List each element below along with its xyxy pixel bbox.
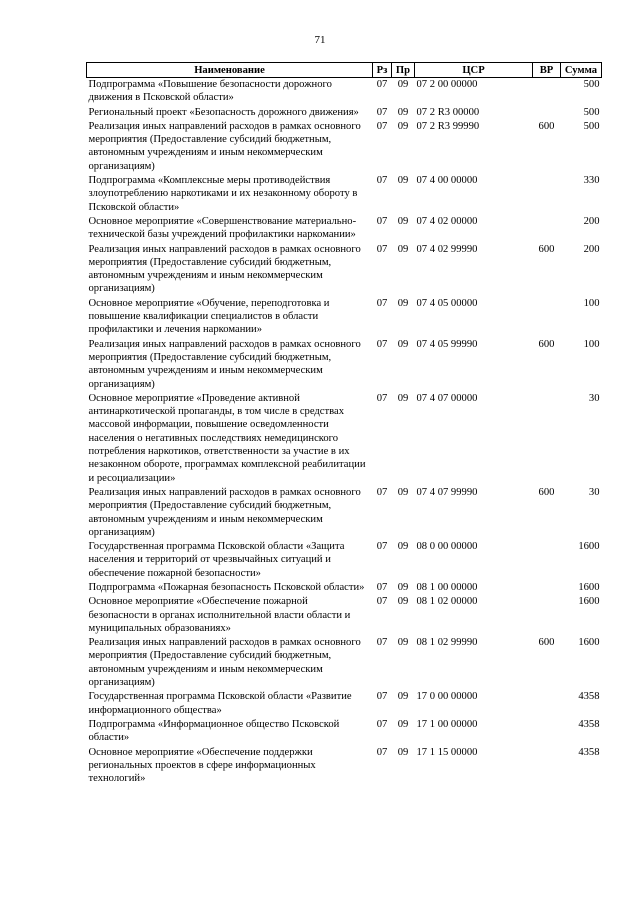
row-pr: 09 [397, 338, 409, 350]
budget-table [86, 62, 602, 786]
header-sum: Сумма [561, 63, 602, 78]
header-pr: Пр [392, 63, 415, 78]
row-sum: 500 [583, 120, 600, 132]
table-row [87, 486, 602, 540]
row-sum: 4358 [578, 718, 600, 730]
table-row [87, 174, 602, 215]
row-name: Основное мероприятие «Обучение, переподготовка и повышение квалификации специалистов в области профилактики и лечения наркомании» [88, 297, 330, 336]
row-csr: 07 4 05 99990 [416, 338, 478, 350]
table-row [87, 636, 602, 690]
row-sum: 100 [583, 297, 600, 309]
row-name: Реализация иных направлений расходов в рамках основного мероприятия (Предоставление субсидий бюджетным, автономным учреждениям и иным некоммерческим организациям) [88, 637, 361, 689]
row-name: Государственная программа Псковской области «Защита населения и территорий от чрезвычайных ситуаций и обеспечение пожарной безопасности» [88, 541, 345, 579]
row-vr: 600 [538, 338, 555, 350]
row-sum: 1600 [578, 637, 600, 649]
table-row [87, 718, 602, 746]
table-row [87, 595, 602, 636]
row-rz: 07 [376, 581, 388, 593]
header-vr: ВР [533, 63, 561, 78]
row-rz: 07 [376, 297, 388, 309]
table-row [87, 78, 602, 106]
row-vr [533, 718, 561, 746]
row-rz: 07 [376, 718, 388, 730]
row-rz: 07 [376, 392, 388, 404]
row-vr: 600 [538, 243, 555, 255]
row-csr: 07 4 07 99990 [416, 486, 478, 498]
row-pr: 09 [397, 106, 409, 118]
row-sum: 200 [583, 243, 600, 255]
row-rz: 07 [376, 215, 388, 227]
row-csr: 07 4 02 00000 [416, 215, 478, 227]
row-sum: 500 [583, 106, 600, 118]
page-number: 71 [314, 34, 326, 46]
row-csr: 08 0 00 00000 [416, 541, 478, 553]
row-csr: 17 1 15 00000 [416, 746, 478, 758]
row-pr: 09 [397, 596, 409, 608]
row-csr: 17 1 00 00000 [416, 718, 478, 730]
row-rz: 07 [376, 691, 388, 703]
row-sum: 1600 [578, 541, 600, 553]
row-pr: 09 [397, 581, 409, 593]
row-pr: 09 [397, 541, 409, 553]
row-csr: 08 1 02 00000 [416, 596, 478, 608]
row-csr: 08 1 00 00000 [416, 581, 478, 593]
row-name: Реализация иных направлений расходов в рамках основного мероприятия (Предоставление субсидий бюджетным, автономным учреждениям и иным некоммерческим организациям) [88, 486, 361, 538]
table-row [87, 392, 602, 486]
row-name: Региональный проект «Безопасность дорожного движения» [88, 106, 359, 118]
table-row [87, 243, 602, 297]
row-sum: 500 [583, 79, 600, 90]
row-name: Основное мероприятие «Обеспечение пожарной безопасности в органах исполнительной власти области и муниципальных образованиях» [88, 596, 351, 634]
row-pr: 09 [397, 175, 409, 187]
row-vr [533, 690, 561, 718]
table-row [87, 338, 602, 392]
row-pr: 09 [397, 486, 409, 498]
row-vr [533, 174, 561, 215]
row-name: Подпрограмма «Информационное общество Псковской области» [88, 718, 340, 744]
header-rz: Рз [373, 63, 392, 78]
row-pr: 09 [397, 297, 409, 309]
row-vr [533, 540, 561, 581]
row-vr [533, 746, 561, 787]
row-rz: 07 [376, 106, 388, 118]
table-row [87, 540, 602, 581]
row-pr: 09 [397, 243, 409, 255]
row-name: Основное мероприятие «Совершенствование материально-технической базы учреждений профилактики наркомании» [88, 215, 357, 241]
row-vr: 600 [538, 637, 555, 649]
row-name: Подпрограмма «Повышение безопасности дорожного движения в Псковской области» [88, 79, 332, 104]
row-csr: 07 2 R3 99990 [416, 120, 480, 132]
row-vr [533, 78, 561, 106]
row-rz: 07 [376, 79, 388, 90]
row-sum: 1600 [578, 596, 600, 608]
row-vr: 600 [538, 486, 555, 498]
row-vr [533, 106, 561, 120]
row-sum: 100 [583, 338, 600, 350]
table-body [87, 78, 602, 787]
row-csr: 07 2 00 00000 [416, 79, 478, 90]
row-pr: 09 [397, 79, 409, 90]
row-name: Подпрограмма «Комплексные меры противодействия злоупотреблению наркотиками и их незаконному обороту в Псковской области» [88, 175, 358, 213]
row-vr [533, 297, 561, 338]
row-rz: 07 [376, 746, 388, 758]
row-pr: 09 [397, 120, 409, 132]
table-row [87, 297, 602, 338]
row-csr: 07 4 07 00000 [416, 392, 478, 404]
row-vr [533, 215, 561, 243]
header-name: Наименование [87, 63, 373, 78]
table-row [87, 120, 602, 174]
row-csr: 07 2 R3 00000 [416, 106, 480, 118]
row-name: Государственная программа Псковской области «Развитие информационного общества» [88, 691, 352, 716]
row-name: Реализация иных направлений расходов в рамках основного мероприятия (Предоставление субсидий бюджетным, автономным учреждениям и иным некоммерческим организациям) [88, 338, 361, 390]
row-name: Реализация иных направлений расходов в рамках основного мероприятия (Предоставление субсидий бюджетным, автономным учреждениям и иным некоммерческим организациям) [88, 120, 361, 172]
row-name: Подпрограмма «Пожарная безопасность Псковской области» [88, 581, 365, 593]
table-row [87, 746, 602, 787]
row-name: Основное мероприятие «Проведение активной антинаркотической пропаганды, в том числе в средствах массовой информации, повышение осведомленности населения о негативных последствиях немедицинского потребления наркотиков, ответственности за участие в их незаконном обороте, программах комплексной реабилитации и ресоциализации» [88, 392, 366, 484]
row-sum: 1600 [578, 581, 600, 593]
row-sum: 4358 [578, 691, 600, 703]
row-rz: 07 [376, 596, 388, 608]
row-sum: 4358 [578, 746, 600, 758]
row-sum: 30 [588, 392, 600, 404]
row-csr: 17 0 00 00000 [416, 691, 478, 703]
row-csr: 07 4 05 00000 [416, 297, 478, 309]
row-rz: 07 [376, 338, 388, 350]
row-pr: 09 [397, 718, 409, 730]
row-sum: 30 [588, 486, 600, 498]
row-name: Основное мероприятие «Обеспечение поддержки региональных проектов в сфере информационных технологий» [88, 746, 316, 785]
table-header-row [87, 63, 602, 78]
table-row [87, 215, 602, 243]
row-name: Реализация иных направлений расходов в рамках основного мероприятия (Предоставление субсидий бюджетным, автономным учреждениям и иным некоммерческим организациям) [88, 243, 361, 295]
row-rz: 07 [376, 637, 388, 649]
row-csr: 07 4 02 99990 [416, 243, 478, 255]
row-csr: 08 1 02 99990 [416, 637, 478, 649]
row-pr: 09 [397, 746, 409, 758]
row-sum: 200 [583, 215, 600, 227]
row-sum: 330 [583, 175, 600, 187]
row-pr: 09 [397, 691, 409, 703]
table-row [87, 581, 602, 595]
row-vr [533, 581, 561, 595]
row-pr: 09 [397, 392, 409, 404]
row-vr [533, 595, 561, 636]
row-rz: 07 [376, 120, 388, 132]
row-rz: 07 [376, 541, 388, 553]
row-rz: 07 [376, 175, 388, 187]
row-vr: 600 [538, 120, 555, 132]
row-rz: 07 [376, 486, 388, 498]
table-row [87, 106, 602, 120]
row-pr: 09 [397, 637, 409, 649]
header-csr: ЦСР [415, 63, 533, 78]
row-pr: 09 [397, 215, 409, 227]
row-csr: 07 4 00 00000 [416, 175, 478, 187]
table-row [87, 690, 602, 718]
row-rz: 07 [376, 243, 388, 255]
row-vr [533, 392, 561, 486]
